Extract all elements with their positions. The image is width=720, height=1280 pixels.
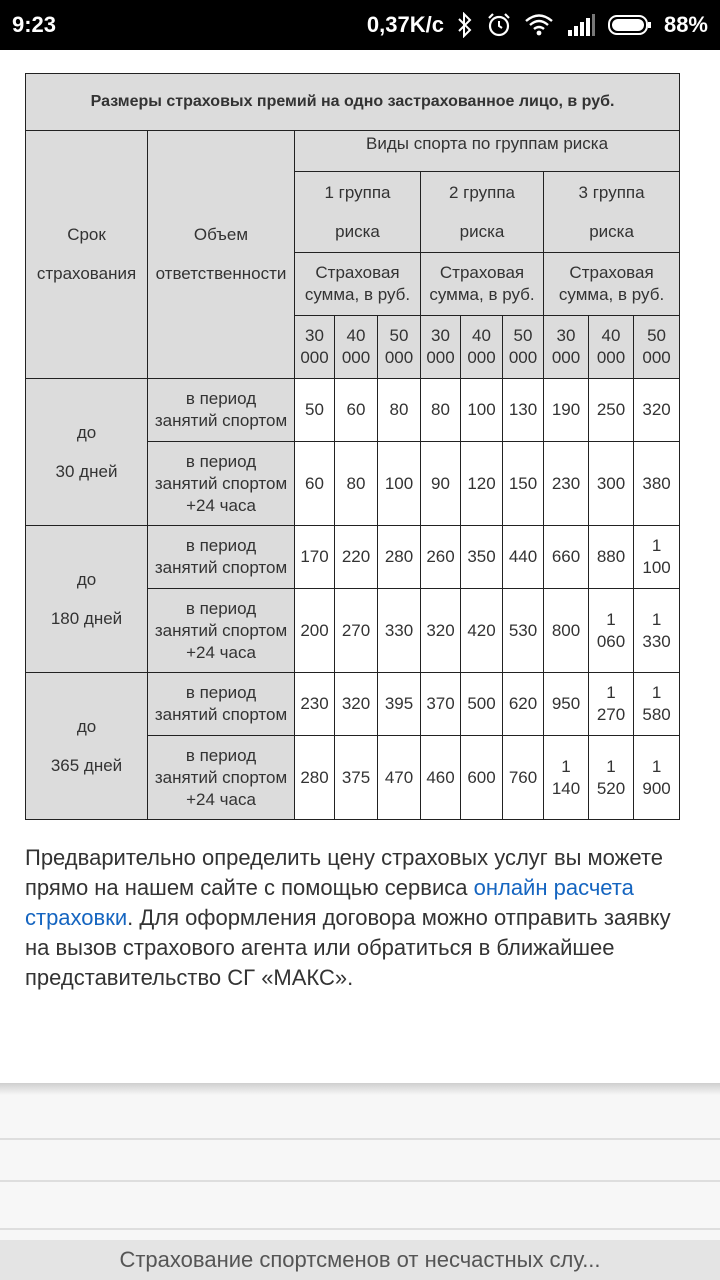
coverage-line1: в период: [185, 536, 257, 555]
premium-cell: 800: [544, 589, 589, 673]
premium-cell: 880: [589, 526, 634, 589]
premium-cell: 530: [503, 589, 544, 673]
amount-header: [634, 316, 680, 379]
term-header: [26, 131, 148, 379]
premium-cell: 280: [378, 526, 421, 589]
sports-header: Виды спорта по группам риска: [295, 131, 680, 172]
coverage-line2: занятий спортом: [154, 705, 288, 724]
premium-cell: 395: [378, 673, 421, 736]
premium-cell: 1 580: [634, 673, 680, 736]
coverage-header: [148, 131, 295, 379]
premium-cell: 950: [544, 673, 589, 736]
amount-header-top: 30: [305, 326, 324, 345]
premium-cell: 1 270: [589, 673, 634, 736]
coverage-line1: в период: [185, 389, 257, 408]
amount-header-top: 40: [346, 326, 366, 345]
premium-cell: 120: [461, 442, 503, 526]
battery-icon: [608, 14, 652, 36]
tab-title-bar[interactable]: Страхование спортсменов от несчастных слу...: [0, 1240, 720, 1280]
risk-group-2-line2: риска: [459, 221, 505, 241]
sum-header-2: [421, 253, 544, 316]
term-cell-line1: до: [76, 716, 97, 736]
premium-cell: 320: [421, 589, 461, 673]
risk-group-1-line1: 1 группа: [324, 182, 391, 202]
term-cell-line2: 30 дней: [55, 461, 118, 481]
term-cell-line2: 365 дней: [50, 755, 123, 775]
card-shadow: [0, 1083, 720, 1095]
coverage-cell: [148, 526, 295, 589]
premium-cell: 100: [378, 442, 421, 526]
premium-cell: 270: [335, 589, 378, 673]
card-divider: [0, 1180, 720, 1182]
premium-cell: 190: [544, 379, 589, 442]
premium-cell: 100: [461, 379, 503, 442]
risk-group-1: [295, 172, 421, 253]
term-header-line2: страхования: [36, 264, 137, 283]
premium-cell: 300: [589, 442, 634, 526]
term-header-line1: Срок: [67, 225, 106, 244]
sum-header-1-line1: Страховая: [315, 263, 400, 282]
premium-cell: 220: [335, 526, 378, 589]
sum-header-3: [544, 253, 680, 316]
amount-header: [589, 316, 634, 379]
amount-header-bottom: 000: [551, 348, 581, 367]
coverage-line1: в период: [185, 683, 257, 702]
premium-cell: 370: [421, 673, 461, 736]
amount-header-top: 40: [601, 326, 621, 345]
risk-group-3-line2: риска: [589, 221, 634, 241]
card-divider: [0, 1228, 720, 1230]
sum-header-2-line2: сумма, в руб.: [429, 285, 535, 304]
premium-cell: 420: [461, 589, 503, 673]
battery-percent: 88%: [663, 12, 708, 37]
amount-header-bottom: 000: [642, 348, 671, 367]
premium-cell: 460: [421, 736, 461, 820]
amount-header: [503, 316, 544, 379]
risk-group-3: [544, 172, 680, 253]
paragraph-text-before: Предварительно определить цену страховых услуг вы можете прямо на нашем сайте с помощью сервиса: [25, 845, 663, 900]
coverage-line3: +24 часа: [186, 642, 256, 662]
info-paragraph: [25, 843, 695, 993]
amount-header: [295, 316, 335, 379]
amount-header-top: 40: [472, 326, 491, 345]
premium-cell: 1 100: [634, 526, 680, 589]
network-speed: 0,37K/c: [366, 12, 444, 37]
premium-table-container: [25, 73, 679, 820]
table-title: Размеры страховых премий на одно застрахованное лицо, в руб.: [26, 74, 680, 131]
premium-cell: 620: [503, 673, 544, 736]
amount-header-bottom: 000: [508, 348, 538, 367]
premium-cell: 1 140: [544, 736, 589, 820]
amount-header-bottom: 000: [384, 348, 414, 367]
premium-cell: 330: [378, 589, 421, 673]
coverage-header-line1: Объем: [193, 225, 249, 244]
risk-group-2: [421, 172, 544, 253]
premium-cell: 760: [503, 736, 544, 820]
amount-header: [544, 316, 589, 379]
sum-header-3-line2: сумма, в руб.: [558, 285, 665, 304]
term-cell-line2: 180 дней: [50, 608, 123, 628]
amount-header-bottom: 000: [341, 348, 371, 367]
premium-cell: 60: [295, 442, 335, 526]
term-cell: [26, 673, 148, 820]
premium-cell: 250: [589, 379, 634, 442]
coverage-cell: [148, 442, 295, 526]
risk-group-2-line1: 2 группа: [448, 182, 515, 202]
amount-header: [335, 316, 378, 379]
sum-header-1-line2: сумма, в руб.: [304, 285, 411, 304]
premium-cell: 80: [421, 379, 461, 442]
amount-header-bottom: 000: [300, 348, 329, 367]
coverage-cell: [148, 379, 295, 442]
premium-cell: 280: [295, 736, 335, 820]
premium-cell: 660: [544, 526, 589, 589]
premium-cell: 230: [295, 673, 335, 736]
amount-header-top: 30: [556, 326, 576, 345]
amount-header-bottom: 000: [596, 348, 626, 367]
signal-icon: [566, 13, 596, 37]
coverage-line1: в период: [185, 451, 257, 471]
premium-cell: 260: [421, 526, 461, 589]
amount-header-top: 50: [513, 326, 533, 345]
premium-cell: 170: [295, 526, 335, 589]
premium-cell: 90: [421, 442, 461, 526]
card-divider: [0, 1138, 720, 1140]
coverage-cell: [148, 589, 295, 673]
premium-cell: 1 060: [589, 589, 634, 673]
premium-cell: 380: [634, 442, 680, 526]
premium-cell: 1 330: [634, 589, 680, 673]
coverage-header-line2: ответственности: [155, 264, 287, 283]
premium-cell: 200: [295, 589, 335, 673]
premium-cell: 50: [295, 379, 335, 442]
sum-header-3-line1: Страховая: [569, 263, 654, 282]
premium-cell: 230: [544, 442, 589, 526]
premium-cell: 600: [461, 736, 503, 820]
online-calc-link[interactable]: онлайн расчета страховки: [25, 875, 634, 930]
premium-table: [25, 73, 680, 820]
amount-header-top: 50: [647, 326, 667, 345]
wifi-icon: [524, 13, 554, 37]
status-time: 9:23: [12, 12, 57, 37]
premium-cell: 470: [378, 736, 421, 820]
paragraph-text-after: . Для оформления договора можно отправить заявку на вызов страхового агента или обратиться в ближайшее представительство СГ «МАКС».: [25, 905, 671, 990]
coverage-line1: в период: [185, 598, 257, 618]
premium-cell: 320: [335, 673, 378, 736]
alarm-icon: [486, 12, 512, 38]
coverage-cell: [148, 736, 295, 820]
term-cell: [26, 379, 148, 526]
amount-header-top: 50: [389, 326, 409, 345]
premium-cell: 440: [503, 526, 544, 589]
amount-header-bottom: 000: [467, 348, 496, 367]
premium-cell: 130: [503, 379, 544, 442]
coverage-line2: занятий спортом: [154, 473, 288, 493]
coverage-cell: [148, 673, 295, 736]
risk-group-3-line1: 3 группа: [578, 182, 645, 202]
premium-cell: 350: [461, 526, 503, 589]
coverage-line2: занятий спортом: [154, 411, 288, 430]
premium-cell: 500: [461, 673, 503, 736]
sum-header-2-line1: Страховая: [439, 263, 525, 282]
coverage-line3: +24 часа: [186, 789, 256, 809]
risk-group-1-line2: риска: [335, 221, 380, 241]
premium-cell: 1 900: [634, 736, 680, 820]
amount-header: [421, 316, 461, 379]
term-cell-line1: до: [76, 569, 97, 589]
coverage-line2: занятий спортом: [154, 558, 288, 577]
premium-cell: 150: [503, 442, 544, 526]
term-cell: [26, 526, 148, 673]
amount-header-bottom: 000: [426, 348, 455, 367]
coverage-line2: занятий спортом: [154, 620, 288, 640]
premium-cell: 1 520: [589, 736, 634, 820]
premium-cell: 375: [335, 736, 378, 820]
sum-header-1: [295, 253, 421, 316]
term-cell-line1: до: [76, 422, 97, 442]
premium-cell: 80: [335, 442, 378, 526]
bluetooth-icon: [456, 12, 474, 38]
amount-header: [378, 316, 421, 379]
premium-cell: 80: [378, 379, 421, 442]
amount-header: [461, 316, 503, 379]
coverage-line1: в период: [185, 745, 257, 765]
coverage-line2: занятий спортом: [154, 767, 288, 787]
coverage-line3: +24 часа: [186, 495, 256, 515]
premium-cell: 320: [634, 379, 680, 442]
status-bar: [0, 0, 720, 50]
amount-header-top: 30: [431, 326, 450, 345]
premium-cell: 60: [335, 379, 378, 442]
